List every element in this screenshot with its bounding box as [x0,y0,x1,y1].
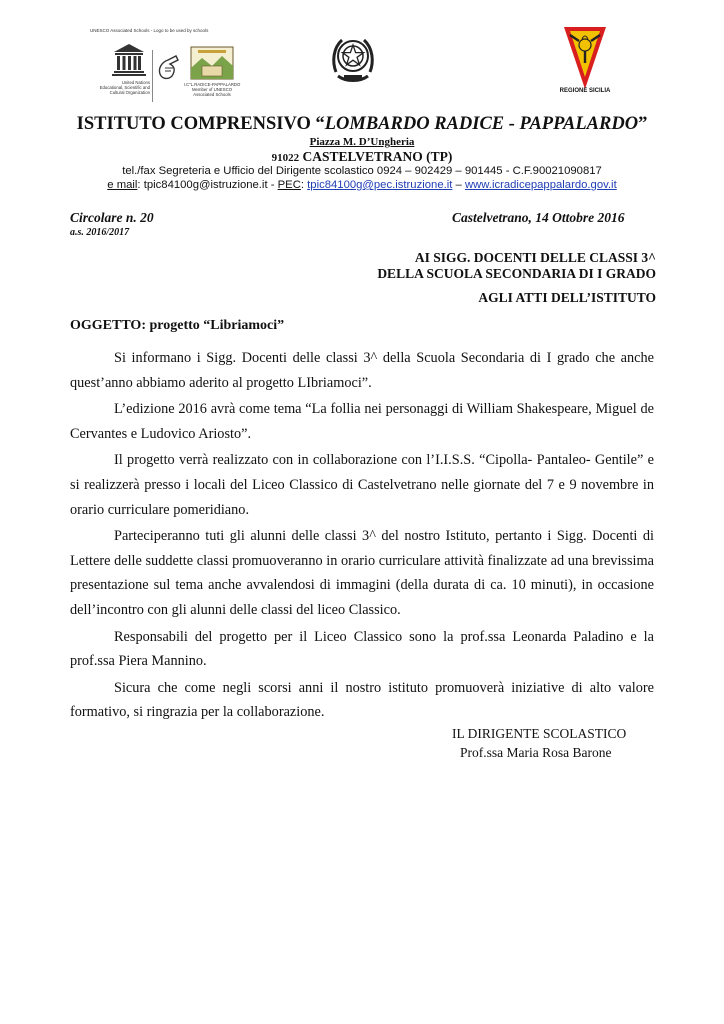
body-paragraph: L’edizione 2016 avrà come tema “La follia nei personaggi di William Shakespeare, Miguel de Cervantes e Ludovico Ariosto”. [70,401,654,442]
member-caption-line: I.C"L.RADICE-PAPPALARDO [183,82,241,87]
website-link[interactable]: www.icradicepappalardo.gov.it [464,179,617,191]
unesco-caption [90,80,150,95]
body-paragraph: Parteciperanno tuti gli alunni delle classi 3^ del nostro Istituto, pertanto i Sigg. Docenti di Lettere delle suddette classi promuoveranno in orario curriculare attività finalizzate ad una brevissima presentazione sul tema anche avvalendosi di immagini (della durata di ca. 10 minuti), in occasione dell’incontro con gli alunni delle classi del liceo Classico. [70,528,654,618]
letter-body [70,346,654,727]
signature-role: IL DIRIGENTE SCOLASTICO [452,726,627,741]
unesco-temple-icon [112,42,146,78]
unesco-logo-note: UNESCO Associated Schools - Logo to be used by schools [90,28,209,33]
institution-city-name: CASTELVETRANO (TP) [302,149,453,164]
unesco-logo-block [90,28,240,108]
regione-sicilia-logo-icon [560,22,610,94]
institution-title-name: LOMBARDO RADICE - PAPPALARDO [324,114,639,134]
body-paragraph: Si informano i Sigg. Docenti delle classi 3^ della Scuola Secondaria di I grado che anche quest’anno abbiamo aderito al progetto LIbriamoci”. [70,350,654,391]
circular-place-date: Castelvetrano, 14 Ottobre 2016 [452,210,625,225]
institution-title [0,114,724,135]
member-caption [182,82,242,97]
institution-address: Piazza M. D’Ungheria [309,136,415,148]
body-paragraph: Sicura che come negli scorsi anni il nostro istituto promuoverà iniziative di alto valore formativo, si ringrazia per la collaborazione. [70,679,654,721]
institution-phone-line: tel./fax Segreteria e Ufficio del Dirigente scolastico 0924 – 902429 – 901445 - C.F.90021090817 [122,165,602,177]
email-label: e mail [107,179,138,191]
italian-republic-emblem-icon [330,32,376,84]
school-building-icon [190,46,234,80]
regione-sicilia-caption: REGIONE SICILIA [559,88,611,94]
institution-city [0,149,724,165]
circular-number: Circolare n. 20 [70,210,154,225]
institution-zip: 91022 [271,152,300,164]
pec-link[interactable]: tpic84100g@pec.istruzione.it [307,179,453,191]
institution-title-prefix: ISTITUTO COMPRENSIVO “ [76,114,325,134]
body-paragraph: Responsabili del progetto per il Liceo Classico sono la prof.ssa Leonarda Paladino e la prof.ssa Piera Mannino. [70,628,654,670]
email-address: tpic84100g@istruzione.it [143,179,268,191]
recipient-line: DELLA SCUOLA SECONDARIA DI I GRADO [377,266,656,281]
body-paragraph: Il progetto verrà realizzato con in collaborazione con l’I.I.S.S. “Cipolla- Pantaleo- Gentile” e si realizzerà presso i locali del Liceo Classico di Castelvetrano nelle giornate del 7 e 9 novembre in orario curriculare pomeridiano. [70,452,654,518]
recipient-line: AGLI ATTI DELL’ISTITUTO [478,290,656,305]
recipient-line: AI SIGG. DOCENTI DELLE CLASSI 3^ [414,250,656,265]
signature-name: Prof.ssa Maria Rosa Barone [460,745,612,760]
member-caption-line: Associated Schools [193,92,231,97]
unesco-caption-line: Educational, Scientific and [99,85,150,90]
unesco-caption-line: United Nations [121,80,150,85]
logo-divider [152,50,153,102]
institution-contacts: e mail: tpic84100g@istruzione.it - PEC: tpic84100g@pec.istruzione.it – www.icradicepappalardo.gov.it [107,179,617,191]
school-year: a.s. 2016/2017 [70,227,130,238]
subject-line: OGGETTO: progetto “Libriamoci” [70,318,285,333]
member-caption-line: Member of UNESCO [191,87,233,92]
pec-label: PEC [277,179,301,191]
hand-book-icon [156,52,182,82]
institution-title-suffix: ” [638,114,648,134]
unesco-caption-line: Cultural Organization [109,90,150,95]
